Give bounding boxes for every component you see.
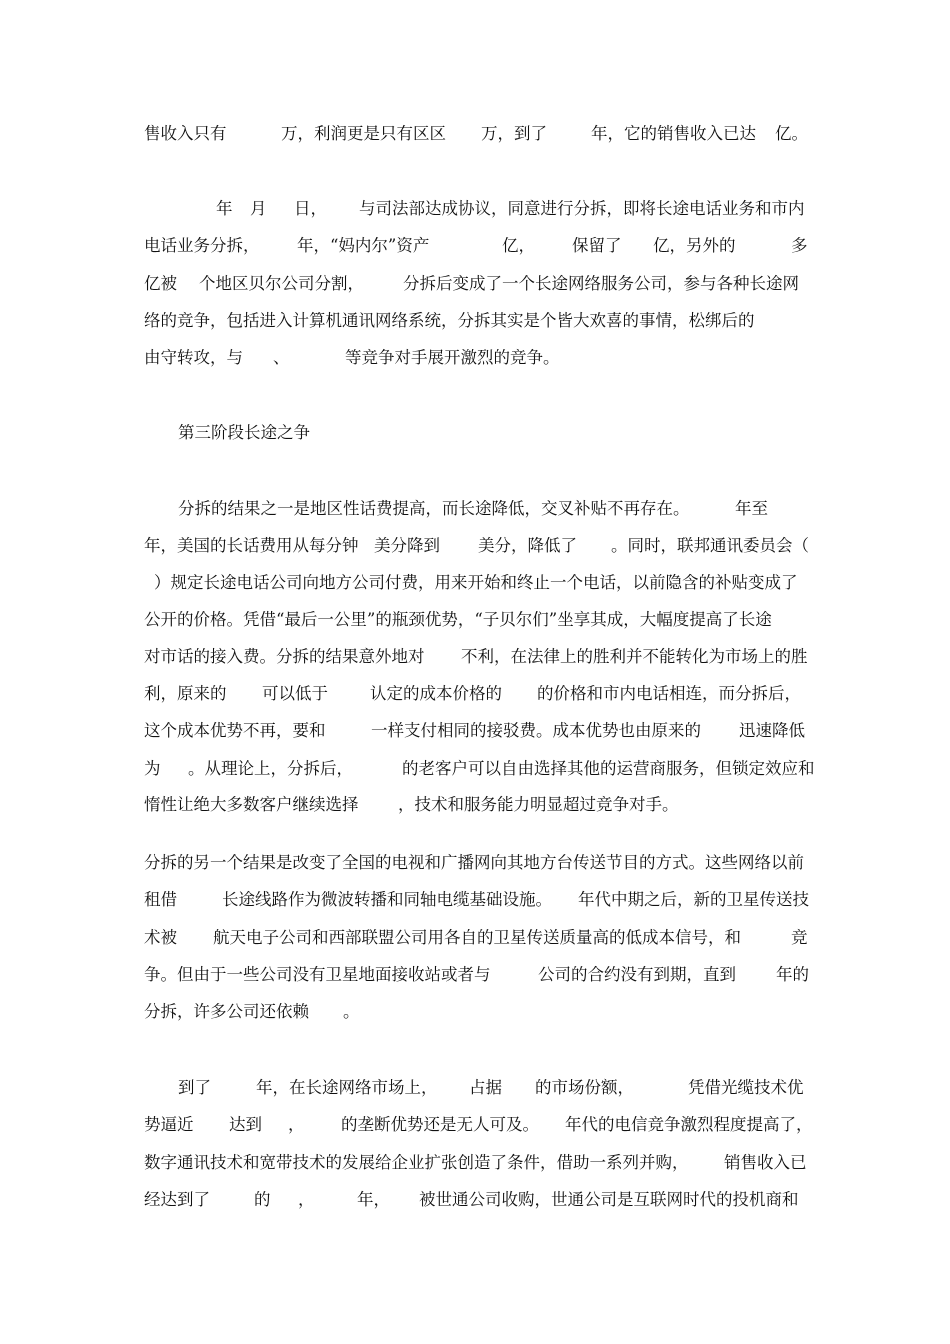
text-fragment: 分拆后变成了一个长途网络服务公司，参与各种长途网 (403, 274, 799, 293)
text-fragment: 公司的合约没有到期，直到 (538, 965, 736, 984)
text-fragment: 数字通讯技术和宽带技术的发展给企业扩张创造了条件，借助一系列并购， (144, 1153, 689, 1172)
text-fragment: 争。但由于一些公司没有卫星地面接收站或者与 (144, 965, 491, 984)
text-fragment: 多 (791, 236, 808, 255)
text-fragment: 认定的成本价格的 (370, 684, 502, 703)
text-fragment: 年，它的销售收入已达 (591, 124, 756, 143)
text-fragment: 与司法部达成协议，同意进行分拆，即将长途电话业务和市内 (359, 199, 805, 218)
text-fragment: ，技术和服务能力明显超过竞争对手。 (398, 795, 679, 814)
text-fragment: 利，原来的 (144, 684, 227, 703)
text-fragment: 万，到了 (481, 124, 547, 143)
text-fragment: 的 (254, 1190, 271, 1209)
text-fragment: 亿。 (775, 124, 808, 143)
text-fragment: 为 (144, 759, 161, 778)
text-fragment: 美分降到 (374, 536, 440, 555)
section-heading-text: 第三阶段长途之争 (178, 423, 310, 442)
text-fragment: 售收入只有 (144, 124, 227, 143)
text-fragment: 电话业务分拆， (144, 236, 260, 255)
text-fragment: 万，利润更是只有区区 (281, 124, 446, 143)
text-fragment: 航天电子公司和西部联盟公司用各自的卫星传送质量高的低成本信号，和 (213, 928, 741, 947)
text-fragment: 的垄断优势还是无人可及。 (341, 1115, 539, 1134)
text-fragment: 一样支付相同的接驳费。成本优势也由原来的 (371, 721, 701, 740)
text-fragment: 公开的价格。凭借“最后一公里”的瓶颈优势，“子贝尔们”坐享其成，大幅度提高了长途 (144, 610, 772, 629)
text-fragment: 亿， (502, 236, 535, 255)
text-fragment: 的价格和市内电话相连，而分拆后， (537, 684, 801, 703)
text-fragment: 经达到了 (144, 1190, 210, 1209)
text-fragment: 月 (250, 199, 267, 218)
text-fragment: 年 (216, 199, 233, 218)
text-fragment: 迅速降低 (739, 721, 805, 740)
text-fragment: 年的 (776, 965, 809, 984)
text-fragment: 术被 (144, 928, 177, 947)
text-fragment: 占据 (469, 1078, 502, 1097)
text-fragment: 租借 (144, 890, 177, 909)
text-fragment: 到了 (178, 1078, 211, 1097)
text-fragment: 年至 (735, 499, 768, 518)
text-fragment: 势逼近 (144, 1115, 194, 1134)
text-fragment: 分拆的结果之一是地区性话费提高，而长途降低，交叉补贴不再存在。 (178, 499, 690, 518)
text-fragment: 年， (357, 1190, 390, 1209)
text-fragment: ， (288, 1115, 305, 1134)
text-fragment: 分拆，许多公司还依赖 (144, 1002, 309, 1021)
text-fragment: 不利，在法律上的胜利并不能转化为市场上的胜 (461, 647, 808, 666)
text-fragment: 年，“妈内尔”资产 (297, 236, 430, 255)
text-fragment: 等竞争对手展开激烈的竞争。 (345, 348, 560, 367)
text-fragment: 销售收入已 (724, 1153, 807, 1172)
text-fragment: 对市话的接入费。分拆的结果意外地对 (144, 647, 425, 666)
text-fragment: 的市场份额， (535, 1078, 634, 1097)
text-fragment: 的老客户可以自由选择其他的运营商服务，但锁定效应和 (402, 759, 815, 778)
text-fragment: ， (298, 1190, 315, 1209)
text-fragment: 日， (294, 199, 327, 218)
text-fragment: 由守转攻，与 (144, 348, 243, 367)
text-fragment: 达到 (229, 1115, 262, 1134)
text-fragment: 。同时，联邦通讯委员会（ (611, 536, 809, 555)
text-fragment: 。从理论上，分拆后， (188, 759, 353, 778)
text-fragment: 亿，另外的 (653, 236, 736, 255)
text-fragment: 分拆的另一个结果是改变了全国的电视和广播网向其地方台传送节目的方式。这些网络以前 (144, 853, 804, 872)
text-fragment: 年代的电信竞争激烈程度提高了， (565, 1115, 813, 1134)
text-fragment: 竞 (791, 928, 808, 947)
text-fragment: 可以低于 (262, 684, 328, 703)
text-fragment: 络的竞争，包括进入计算机通讯网络系统，分拆其实是个皆大欢喜的事情，松绑后的 (144, 311, 755, 330)
text-fragment: 亿被 (144, 274, 177, 293)
text-fragment: 个地区贝尔公司分割， (199, 274, 364, 293)
text-fragment: 、 (273, 348, 290, 367)
text-fragment: 被世通公司收购，世通公司是互联网时代的投机商和 (419, 1190, 799, 1209)
text-fragment: 年代中期之后，新的卫星传送技 (578, 890, 809, 909)
text-fragment: ）规定长途电话公司向地方公司付费，用来开始和终止一个电话，以前隐含的补贴变成了 (154, 573, 798, 592)
text-fragment: 长途线路作为微波转播和同轴电缆基础设施。 (222, 890, 552, 909)
text-fragment: 惰性让绝大多数客户继续选择 (144, 795, 359, 814)
text-fragment: 保留了 (572, 236, 622, 255)
text-fragment: 年，在长途网络市场上， (256, 1078, 438, 1097)
text-fragment: 这个成本优势不再，要和 (144, 721, 326, 740)
text-fragment: 美分，降低了 (478, 536, 577, 555)
text-fragment: 凭借光缆技术优 (688, 1078, 804, 1097)
text-fragment: 年，美国的长话费用从每分钟 (144, 536, 359, 555)
text-fragment: 。 (343, 1002, 360, 1021)
